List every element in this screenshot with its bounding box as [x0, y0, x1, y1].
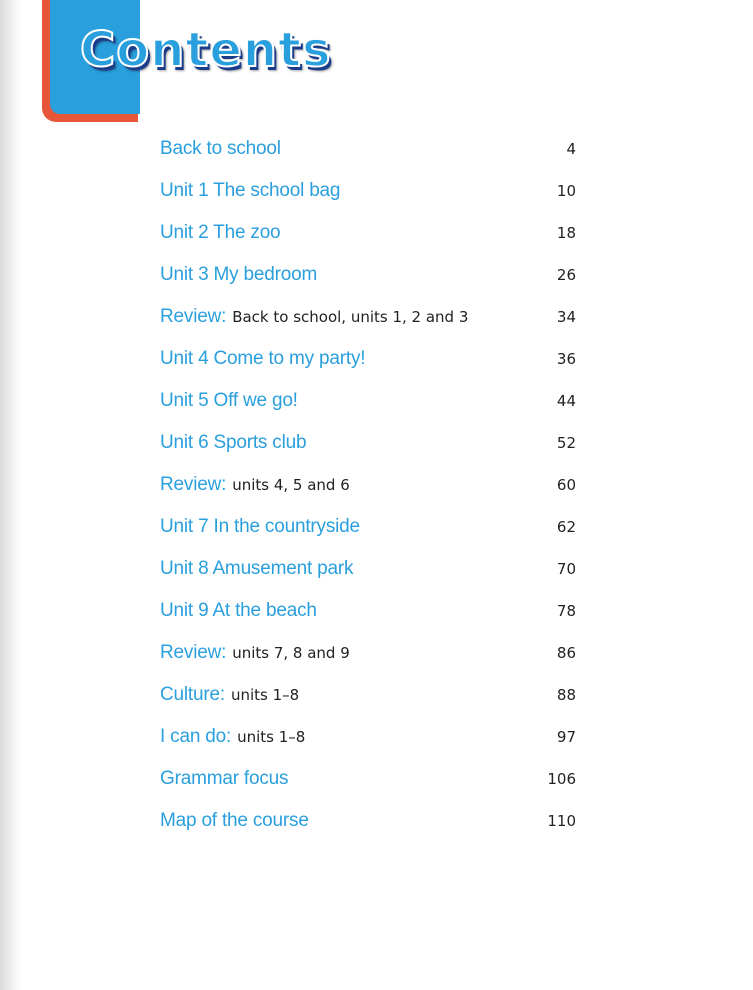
toc-entry-title-group: [160, 390, 298, 412]
toc-entry-title-group: [160, 180, 340, 202]
toc-entry-title-group: [160, 474, 350, 496]
toc-entry-title: Unit 9 At the beach: [160, 600, 317, 621]
toc-entry-page-number: 97: [556, 728, 576, 746]
toc-entry-title: Review:: [160, 642, 227, 663]
toc-entry-page-number: 78: [556, 602, 576, 620]
toc-entry-title-group: [160, 432, 306, 454]
toc-entry-title: Grammar focus: [160, 768, 289, 789]
toc-entry-title-group: [160, 558, 353, 580]
toc-entry-title-group: [160, 684, 299, 706]
toc-entry-6[interactable]: [160, 338, 576, 380]
toc-entry-title: Unit 2 The zoo: [160, 222, 281, 243]
toc-entry-subtitle: units 4, 5 and 6: [232, 476, 350, 494]
toc-entry-page-number: 4: [566, 140, 576, 158]
toc-entry-9[interactable]: [160, 464, 576, 506]
toc-entry-title-group: [160, 138, 281, 160]
toc-entry-page-number: 36: [556, 350, 576, 368]
toc-entry-8[interactable]: [160, 422, 576, 464]
toc-entry-title: Culture:: [160, 684, 225, 705]
toc-entry-7[interactable]: [160, 380, 576, 422]
toc-entry-title: Unit 7 In the countryside: [160, 516, 360, 537]
toc-entry-title: Unit 1 The school bag: [160, 180, 341, 201]
toc-entry-title: Review:: [160, 474, 227, 495]
toc-entry-subtitle: Back to school, units 1, 2 and 3: [232, 308, 469, 326]
toc-entry-12[interactable]: [160, 590, 576, 632]
toc-entry-title-group: [160, 600, 317, 622]
toc-entry-14[interactable]: [160, 674, 576, 716]
toc-entry-subtitle: units 1–8: [230, 686, 300, 704]
toc-entry-11[interactable]: [160, 548, 576, 590]
toc-entry-title-group: [160, 768, 288, 790]
toc-entry-title: Review:: [160, 306, 227, 327]
toc-entry-page-number: 52: [556, 434, 576, 452]
toc-entry-page-number: 62: [556, 518, 576, 536]
toc-entry-title: Unit 8 Amusement park: [160, 558, 354, 579]
page-binding-edge: [0, 0, 22, 990]
toc-entry-1[interactable]: [160, 128, 576, 170]
toc-entry-page-number: 88: [556, 686, 576, 704]
toc-entry-page-number: 106: [547, 770, 576, 788]
toc-entry-title: Unit 6 Sports club: [160, 432, 307, 453]
toc-entry-subtitle: units 7, 8 and 9: [232, 644, 350, 662]
toc-entry-subtitle: units 1–8: [237, 728, 306, 746]
toc-entry-title-group: [160, 264, 317, 286]
page-title: Contents: [80, 22, 332, 78]
toc-entry-title: Unit 5 Off we go!: [160, 390, 298, 411]
toc-entry-title-group: [160, 516, 360, 538]
toc-entry-3[interactable]: [160, 212, 576, 254]
toc-entry-page-number: 110: [547, 812, 576, 830]
toc-entry-title-group: [160, 726, 305, 748]
table-of-contents: [160, 128, 576, 842]
toc-entry-page-number: 86: [556, 644, 576, 662]
toc-entry-title-group: [160, 810, 309, 832]
toc-entry-16[interactable]: [160, 758, 576, 800]
toc-entry-page-number: 10: [556, 182, 576, 200]
toc-entry-page-number: 26: [556, 266, 576, 284]
toc-entry-13[interactable]: [160, 632, 576, 674]
toc-entry-title-group: [160, 348, 365, 370]
toc-entry-page-number: 60: [556, 476, 576, 494]
toc-entry-title-group: [160, 222, 280, 244]
toc-entry-title: Map of the course: [160, 810, 309, 831]
toc-entry-title-group: [160, 642, 350, 664]
toc-entry-5[interactable]: [160, 296, 576, 338]
toc-entry-page-number: 70: [556, 560, 576, 578]
toc-entry-page-number: 44: [556, 392, 576, 410]
toc-entry-17[interactable]: [160, 800, 576, 842]
toc-entry-page-number: 34: [556, 308, 576, 326]
toc-entry-title: Back to school: [160, 138, 281, 159]
toc-entry-title: Unit 3 My bedroom: [160, 264, 318, 285]
toc-entry-2[interactable]: [160, 170, 576, 212]
toc-entry-title: I can do:: [160, 726, 232, 747]
toc-entry-15[interactable]: [160, 716, 576, 758]
toc-entry-title: Unit 4 Come to my party!: [160, 348, 366, 369]
toc-entry-page-number: 18: [556, 224, 576, 242]
toc-entry-title-group: [160, 306, 468, 328]
toc-entry-10[interactable]: [160, 506, 576, 548]
toc-entry-4[interactable]: [160, 254, 576, 296]
